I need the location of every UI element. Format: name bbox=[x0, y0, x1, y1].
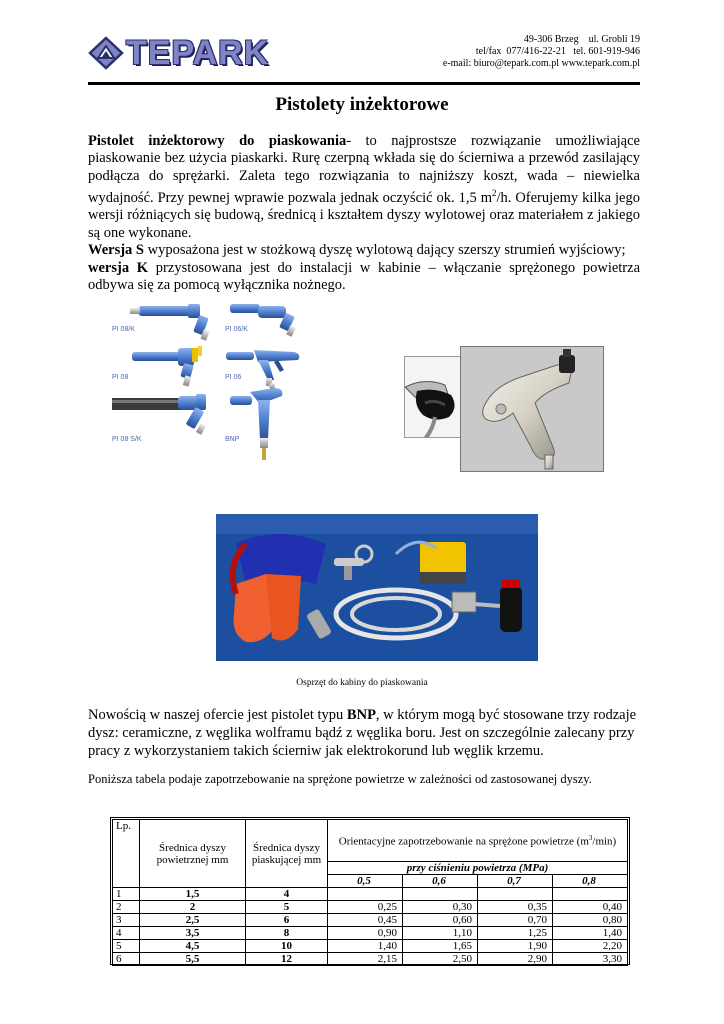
photo-caption: Osprzęt do kabiny do piaskowania bbox=[296, 678, 428, 688]
phone-line: tel/fax 077/416-22-21 tel. 601-919-946 bbox=[475, 46, 640, 57]
cell-value: 1,25 bbox=[478, 927, 553, 940]
cell-value: 0,90 bbox=[328, 927, 403, 940]
unit-sup: 2 bbox=[491, 188, 497, 199]
contact-info bbox=[443, 34, 640, 70]
cell-value: 2,20 bbox=[553, 940, 628, 953]
pressure-0: 0,5 bbox=[328, 875, 403, 888]
company-name: TEPARK bbox=[126, 34, 270, 72]
hand-gun-drawing bbox=[405, 357, 462, 438]
header-air-demand bbox=[328, 820, 628, 862]
header-air-demand-end: /min) bbox=[592, 835, 617, 848]
gun-label-pi08sk: PI 08 S/K bbox=[112, 436, 142, 443]
cabin-accessories-photo bbox=[216, 514, 538, 661]
pressure-1: 0,6 bbox=[403, 875, 478, 888]
table-row bbox=[113, 940, 628, 953]
bnp-text-before: Nowością w naszej ofercie jest pistolet typu bbox=[88, 707, 347, 723]
gun-pi08-icon bbox=[132, 346, 202, 387]
gun-pi08sk-icon bbox=[112, 394, 206, 435]
table-row bbox=[113, 927, 628, 940]
gun-label-pi08: PI 08 bbox=[112, 374, 129, 381]
cell-air-nozzle: 3,5 bbox=[140, 927, 246, 940]
header-air-demand-text: Orientacyjne zapotrzebowanie na sprężone powietrze (m bbox=[338, 835, 589, 848]
cell-value: 0,25 bbox=[328, 901, 403, 914]
cell-lp: 1 bbox=[113, 888, 140, 901]
pressure-2: 0,7 bbox=[478, 875, 553, 888]
table-row bbox=[113, 953, 628, 966]
cell-lp: 6 bbox=[113, 953, 140, 966]
gun-models-photo bbox=[108, 300, 314, 468]
intro-lead: Pistolet inżektorowy do piaskowania bbox=[88, 133, 347, 149]
air-demand-table bbox=[112, 819, 628, 966]
letterhead bbox=[88, 28, 640, 84]
cell-value: 0,45 bbox=[328, 914, 403, 927]
gun-label-pi08k: PI 08/K bbox=[112, 326, 135, 333]
intro-text: - to najprostsze rozwiązanie umożliwiające piaskowanie bez użycia piaskarki. Rurę czerpną wkłada się do ścierniwa a przewód zasilający podłącza do sprężarki. Zaleta tego rozwiązania to najniższy koszt, wada – niewielka wydajność. Przy pewnej wprawie pozwala jednak oczyścić ok. 1,5 m bbox=[88, 133, 640, 207]
cell-value bbox=[553, 888, 628, 901]
cell-value: 2,90 bbox=[478, 953, 553, 966]
logo-diamond-icon bbox=[88, 36, 124, 70]
cell-value bbox=[478, 888, 553, 901]
gun-label-bnp: BNP bbox=[225, 436, 240, 443]
cell-value bbox=[328, 888, 403, 901]
version-s-text: wyposażona jest w stożkową dyszę wylotową dający szerszy strumień wyjściowy; bbox=[143, 242, 626, 259]
table-row bbox=[113, 901, 628, 914]
cell-value: 0,40 bbox=[553, 901, 628, 914]
header-sup: 3 bbox=[588, 833, 593, 842]
cell-sand-nozzle: 10 bbox=[246, 940, 328, 953]
accessories-drawing bbox=[216, 514, 538, 661]
company-logo bbox=[88, 36, 269, 70]
version-k-label: wersja K bbox=[88, 259, 149, 276]
cell-value: 3,30 bbox=[553, 953, 628, 966]
cell-air-nozzle: 2,5 bbox=[140, 914, 246, 927]
cell-air-nozzle: 4,5 bbox=[140, 940, 246, 953]
header-air-nozzle: Średnica dyszy powietrznej mm bbox=[140, 820, 246, 888]
cell-value: 0,80 bbox=[553, 914, 628, 927]
cell-lp: 5 bbox=[113, 940, 140, 953]
pressure-3: 0,8 bbox=[553, 875, 628, 888]
cell-lp: 4 bbox=[113, 927, 140, 940]
version-s-label: Wersja S bbox=[88, 242, 144, 259]
cell-value: 2,50 bbox=[403, 953, 478, 966]
cell-lp: 3 bbox=[113, 914, 140, 927]
cell-value: 1,10 bbox=[403, 927, 478, 940]
cell-value: 2,15 bbox=[328, 953, 403, 966]
page-title: Pistolety inżektorowe bbox=[275, 94, 449, 115]
header-pressure: przy ciśnieniu powietrza (MPa) bbox=[328, 862, 628, 875]
cell-value bbox=[403, 888, 478, 901]
table-row bbox=[113, 914, 628, 927]
gun-bnp-icon bbox=[230, 383, 282, 460]
bnp-type: BNP bbox=[346, 707, 376, 723]
address-line: 49-306 Brzeg ul. Grobli 19 bbox=[523, 34, 640, 45]
cell-air-nozzle: 1,5 bbox=[140, 888, 246, 901]
bnp-paragraph bbox=[88, 706, 640, 760]
gun-in-hand-photo bbox=[404, 356, 462, 438]
cell-value: 0,35 bbox=[478, 901, 553, 914]
header-sand-nozzle: Średnica dyszy piaskującej mm bbox=[246, 820, 328, 888]
email-line: e-mail: biuro@tepark.com.pl www.tepark.com.pl bbox=[442, 58, 640, 69]
table-intro: Poniższa tabela podaje zapotrzebowanie na sprężone powietrze w zależności od zastosowanej dyszy. bbox=[88, 772, 592, 786]
cell-value: 1,40 bbox=[328, 940, 403, 953]
header-rule bbox=[88, 82, 640, 85]
header-lp: Lp. bbox=[113, 820, 140, 888]
cell-value: 1,40 bbox=[553, 927, 628, 940]
cell-value: 0,70 bbox=[478, 914, 553, 927]
cell-sand-nozzle: 12 bbox=[246, 953, 328, 966]
cell-value: 0,60 bbox=[403, 914, 478, 927]
cell-value: 1,65 bbox=[403, 940, 478, 953]
large-gun-drawing bbox=[461, 347, 604, 472]
cell-sand-nozzle: 6 bbox=[246, 914, 328, 927]
version-k-text: przystosowana jest do instalacji w kabinie – włączanie sprężonego powietrza odbywa się za pomocą wyłącznika nożnego. bbox=[88, 259, 641, 294]
large-gun-photo bbox=[460, 346, 604, 472]
cell-air-nozzle: 2 bbox=[140, 901, 246, 914]
bnp-text-after: , w którym mogą być stosowane trzy rodzaje dysz: ceramiczne, z węglika wolframu bądź z węglika boru. Jest on szczególnie zalecany przy pracy z wykorzystaniem takich ścierniw jak elektrokorund lub węglik krzemu. bbox=[88, 707, 637, 759]
gun-label-pi06: PI 06 bbox=[225, 374, 242, 381]
cell-sand-nozzle: 4 bbox=[246, 888, 328, 901]
cell-sand-nozzle: 5 bbox=[246, 901, 328, 914]
cell-value: 0,30 bbox=[403, 901, 478, 914]
intro-paragraph bbox=[88, 133, 640, 294]
intro-text-end: /h. Oferujemy kilka jego wersji różniących się budową, średnicą i kształtem dyszy wylotowej oraz materiałem z jakiego są one wykonane. bbox=[88, 190, 640, 241]
gun-label-pi06k: PI 06/K bbox=[225, 326, 248, 333]
cell-value: 1,90 bbox=[478, 940, 553, 953]
table-row bbox=[113, 888, 628, 901]
cell-air-nozzle: 5,5 bbox=[140, 953, 246, 966]
cell-sand-nozzle: 8 bbox=[246, 927, 328, 940]
cell-lp: 2 bbox=[113, 901, 140, 914]
gun-pi08k-icon bbox=[130, 304, 210, 341]
